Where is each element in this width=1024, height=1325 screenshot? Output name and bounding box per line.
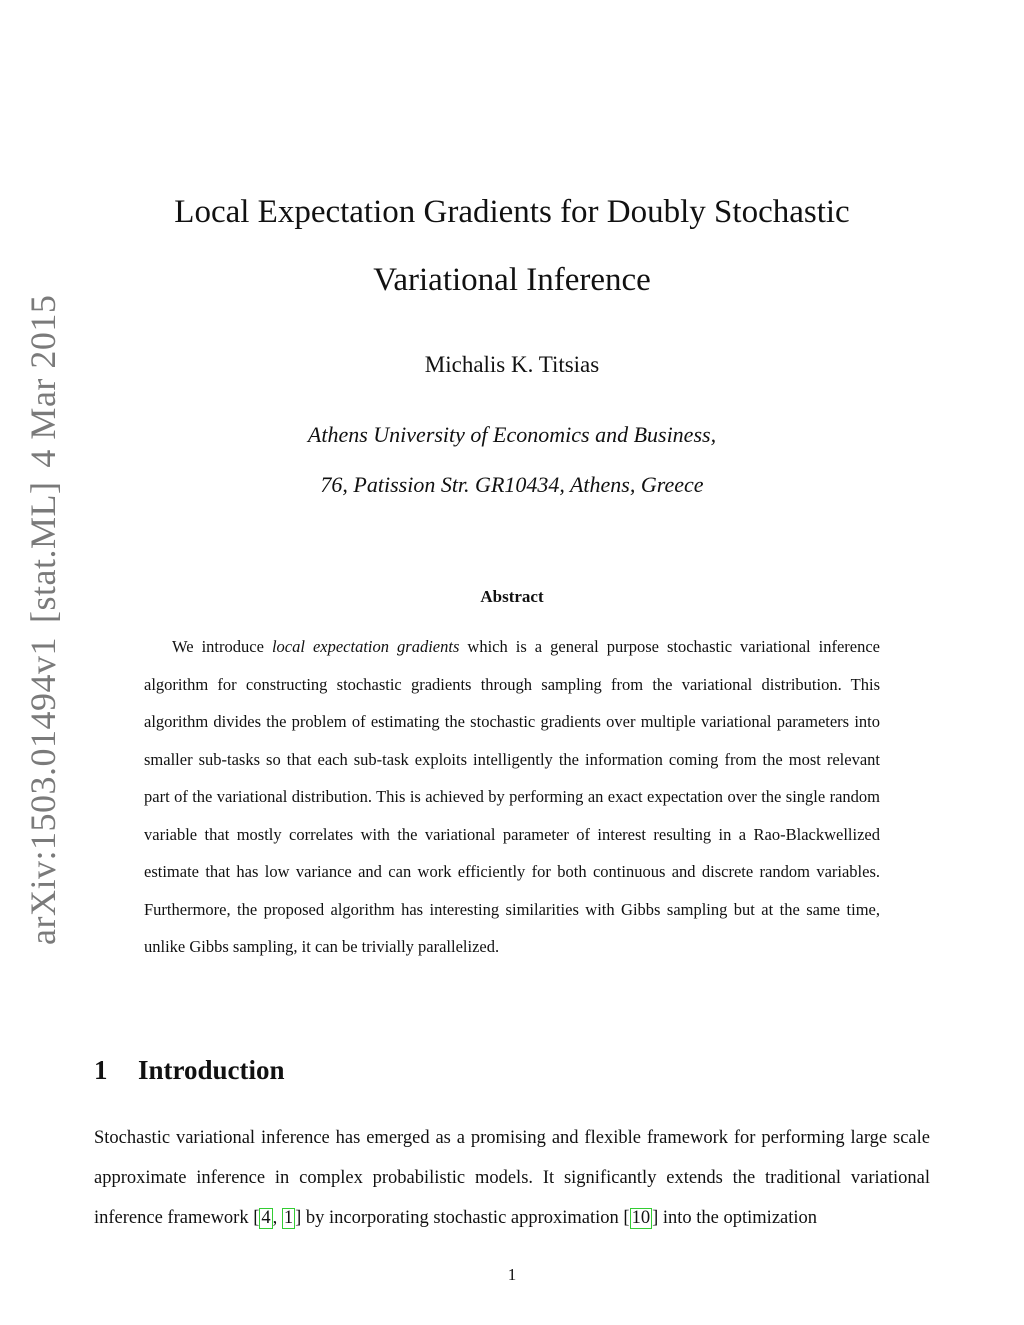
section-heading	[94, 1055, 285, 1086]
arxiv-stamp	[22, 281, 64, 945]
paper-title-line-2: Variational Inference	[373, 262, 651, 298]
paper-title-line-1: Local Expectation Gradients for Doubly Stochastic	[174, 194, 850, 230]
intro-text-3: ] into the optimization	[652, 1208, 818, 1228]
section-number: 1	[94, 1055, 108, 1085]
abstract-text: which is a general purpose stochastic variational inference algorithm for constructing stochastic gradients through sampling from the variational distribution. This algorithm divides the problem of estimating the stochastic gradients over multiple variational parameters into smaller sub-tasks so that each sub-task exploits intelligently the information coming from the most relevant part of the variational distribution. This is achieved by performing an exact expectation over the single random variable that mostly correlates with the variational parameter of interest resulting in a Rao-Blackwellized estimate that has low variance and can work efficiently for both continuous and discrete random variables. Furthermore, the proposed algorithm has interesting similarities with Gibbs sampling but at the same time, unlike Gibbs sampling, it can be trivially parallelized.	[144, 637, 880, 956]
intro-text-2: ] by incorporating stochastic approximation [	[295, 1208, 630, 1228]
intro-text-1: Stochastic variational inference has emerged as a promising and flexible framework for performing large scale approximate inference in complex probabilistic models. It significantly extends the traditional variational inference framework [	[94, 1128, 930, 1228]
citation-link-10[interactable]: 10	[631, 1208, 651, 1228]
author-name: Michalis K. Titsias	[424, 352, 600, 377]
abstract-emphasis: local expectation gradients	[271, 637, 460, 656]
arxiv-date: 4 Mar 2015	[23, 294, 63, 468]
affiliation-line-1: Athens University of Economics and Business,	[307, 422, 717, 447]
arxiv-category: [stat.ML]	[23, 481, 63, 624]
abstract-heading: Abstract	[480, 587, 544, 606]
affiliation-line-2: 76, Patission Str. GR10434, Athens, Greece	[320, 472, 704, 497]
intro-paragraph	[94, 1118, 930, 1238]
citation-link-1[interactable]: 1	[283, 1208, 294, 1228]
arxiv-id: arXiv:1503.01494v1	[23, 637, 63, 945]
abstract-body	[144, 628, 880, 966]
citation-separator: ,	[272, 1208, 282, 1228]
citation-link-4[interactable]: 4	[261, 1208, 271, 1228]
abstract-intro: We introduce	[172, 637, 272, 656]
page-number: 1	[507, 1265, 517, 1284]
section-title: Introduction	[138, 1055, 285, 1085]
